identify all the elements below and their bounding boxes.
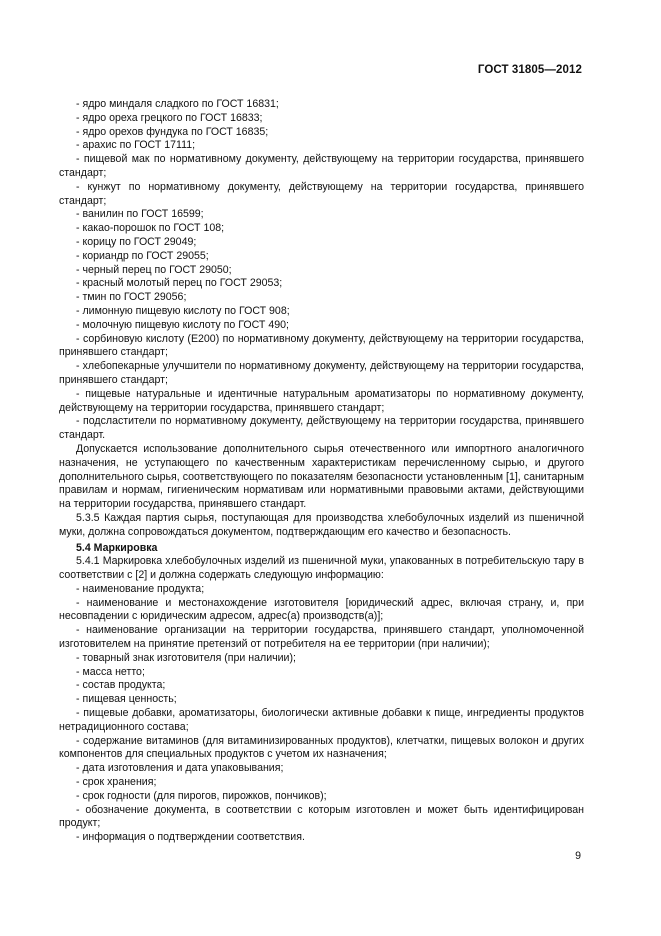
list-item: - срок хранения;	[76, 776, 157, 789]
list-item: - кунжут по нормативному документу, действующему на территории государства, принявшего стандарт;	[59, 180, 584, 207]
list-item: - обозначение документа, в соответствии с которым изготовлен и может быть идентифицирован продукт;	[59, 803, 584, 830]
list-item: - черный перец по ГОСТ 29050;	[76, 263, 232, 276]
document-code: ГОСТ 31805—2012	[477, 64, 582, 76]
document-body	[59, 98, 584, 845]
list-item: - ядро орехов фундука по ГОСТ 16835;	[76, 125, 269, 138]
list-item: - подсластители по нормативному документу, действующему на территории государства, принявшего стандарт.	[59, 415, 584, 442]
list-item: - содержание витаминов (для витаминизированных продуктов), клетчатки, пищевых волокон и других компонентов для специальных продуктов с учетом их назначения;	[59, 734, 584, 761]
section-heading: 5.4 Маркировка	[76, 541, 158, 554]
list-item: - ядро миндаля сладкого по ГОСТ 16831;	[76, 98, 279, 110]
paragraph: Допускается использование дополнительного сырья отечественного или импортного аналогичного назначения, не уступающего по качественным характеристикам перечисленному сырью, и другого дополнительного сырья, соответствующего по показателям безопасности установленным [1], санитарным правилам и нормам, гигиеническим нормативам или нормативными правовыми актами, действующими на территории государства, принявшего стандарт.	[59, 442, 584, 511]
list-item: - информация о подтверждении соответствия.	[76, 831, 305, 844]
list-item: - пищевой мак по нормативному документу, действующему на территории государства, принявшего стандарт;	[59, 153, 584, 179]
list-item: - состав продукта;	[76, 679, 166, 692]
list-item: - молочную пищевую кислоту по ГОСТ 490;	[76, 318, 289, 331]
list-item: - пищевые натуральные и идентичные натуральным ароматизаторы по нормативному документу, действующему на территории государства, принявшего стандарт;	[59, 387, 584, 414]
list-item: - какао-порошок по ГОСТ 108;	[76, 222, 225, 235]
list-item: - корицу по ГОСТ 29049;	[76, 235, 197, 248]
list-item: - сорбиновую кислоту (Е200) по нормативному документу, действующему на территории государства, принявшего стандарт;	[59, 332, 584, 359]
paragraph: 5.3.5 Каждая партия сырья, поступающая для производства хлебобулочных изделий из пшеничной муки, должна сопровождаться документом, подтверждающим его качество и безопасность.	[59, 511, 584, 538]
list-item: - кориандр по ГОСТ 29055;	[76, 249, 209, 262]
list-item: - хлебопекарные улучшители по нормативному документу, действующему на территории государства, принявшего стандарт;	[59, 360, 584, 386]
list-item: - масса нетто;	[76, 665, 145, 678]
paragraph: 5.4.1 Маркировка хлебобулочных изделий из пшеничной муки, упакованных в потребительскую тару в соответствии с [2] и должна содержать следующую информацию:	[59, 555, 584, 582]
page-number: 9	[575, 850, 581, 862]
list-item: - ядро ореха грецкого по ГОСТ 16833;	[76, 111, 263, 124]
list-item: - ванилин по ГОСТ 16599;	[76, 208, 204, 221]
list-item: - дата изготовления и дата упаковывания;	[76, 762, 284, 775]
list-item: - срок годности (для пирогов, пирожков, пончиков);	[76, 789, 327, 802]
list-item: - наименование продукта;	[76, 582, 205, 595]
list-item: - наименование организации на территории государства, принявшего стандарт, уполномоченной изготовителем на принятие претензий от потребителя на ее территории (при наличии);	[59, 624, 584, 651]
list-item: - арахис по ГОСТ 17111;	[76, 139, 196, 152]
list-item: - товарный знак изготовителя (при наличии);	[76, 651, 296, 664]
list-item: - пищевая ценность;	[76, 693, 177, 706]
list-item: - тмин по ГОСТ 29056;	[76, 291, 187, 304]
list-item: - красный молотый перец по ГОСТ 29053;	[76, 277, 283, 290]
list-item: - пищевые добавки, ароматизаторы, биологически активные добавки к пище, ингредиенты продуктов нетрадиционного состава;	[59, 707, 584, 733]
list-item: - лимонную пищевую кислоту по ГОСТ 908;	[76, 304, 290, 317]
list-item: - наименование и местонахождение изготовителя [юридический адрес, включая страну, и, при несовпадении с юридическим адресом, адрес(а) производств(а)];	[59, 596, 584, 623]
